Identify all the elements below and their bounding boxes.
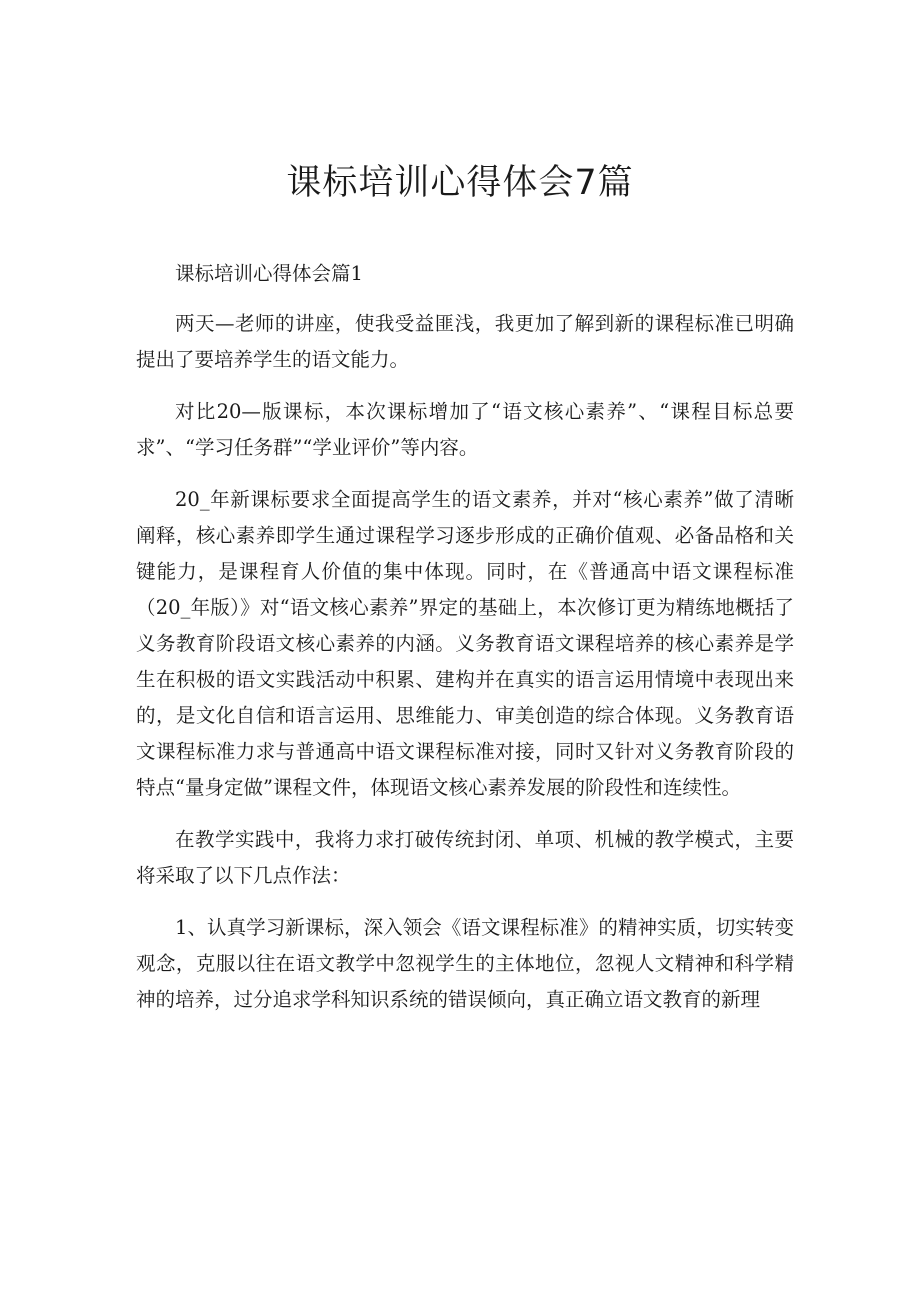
document-title: 课标培训心得体会7篇 bbox=[286, 163, 634, 203]
paragraph-3: 20_年新课标要求全面提高学生的语文素养，并对“核心素养”做了清晰阐释，核心素养即学生通过课程学习逐步形成的正确价值观、必备品格和关键能力，是课程育人价值的集中体现。同时，在《普通高中语文课程标准（20_年版）》对“语文核心素养”界定的基础上，本次修订更为精练地概括了义务教育阶段语文核心素养的内涵。义务教育语文课程培养的核心素养是学生在积极的语文实践活动中积累、建构并在真实的语言运用情境中表现出来的，是文化自信和语言运用、思维能力、审美创造的综合体现。义务教育语文课程标准力求与普通高中语文课程标准对接，同时又针对义务教育阶段的特点“量身定做”课程文件，体现语文核心素养发展的阶段性和连续性。 bbox=[136, 488, 794, 799]
document-body bbox=[136, 256, 794, 1034]
paragraph-5: 1、认真学习新课标，深入领会《语文课程标准》的精神实质，切实转变观念，克服以往在语文教学中忽视学生的主体地位，忽视人文精神和科学精神的培养，过分追求学科知识系统的错误倾向，真正确立语文教育的新理 bbox=[136, 916, 794, 1011]
section-heading: 课标培训心得体会篇1 bbox=[175, 262, 363, 285]
paragraph-4: 在教学实践中，我将力求打破传统封闭、单项、机械的教学模式，主要将采取了以下几点作法： bbox=[136, 828, 794, 887]
paragraph-1: 两天—老师的讲座，使我受益匪浅，我更加了解到新的课程标准已明确提出了要培养学生的语文能力。 bbox=[136, 312, 794, 371]
paragraph-2: 对比20—版课标，本次课标增加了“语文核心素养”、“课程目标总要求”、“学习任务群”“学业评价”等内容。 bbox=[136, 400, 794, 459]
